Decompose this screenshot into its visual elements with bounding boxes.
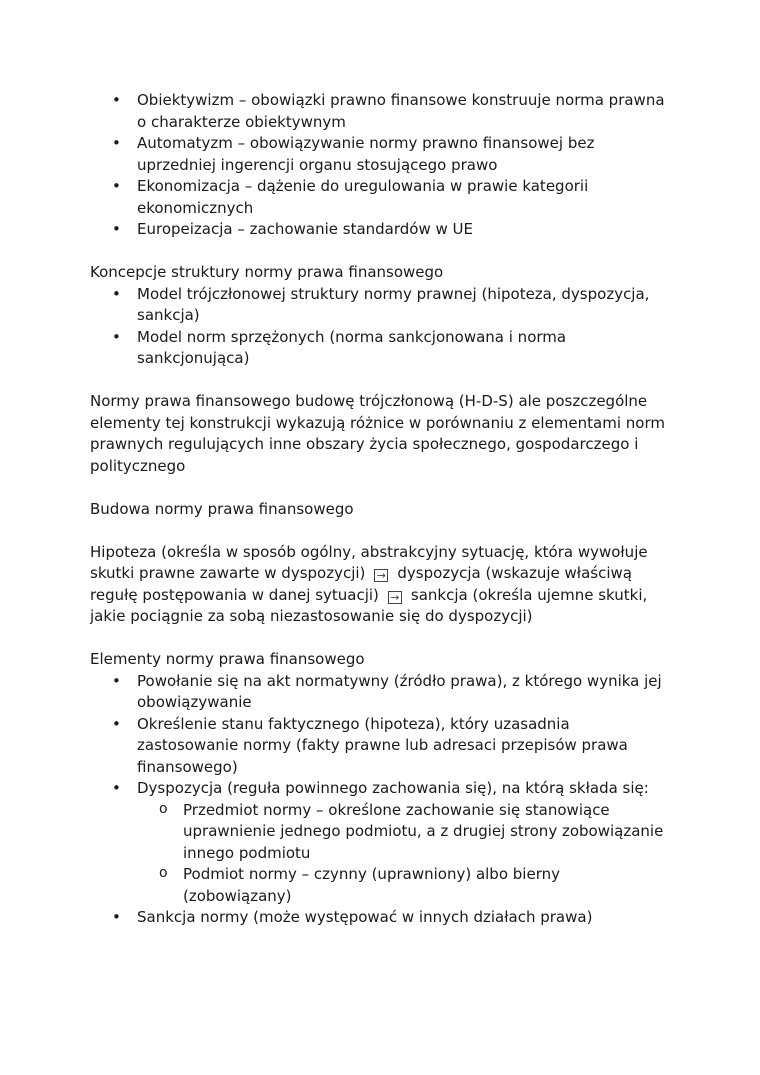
spacer [90, 520, 670, 542]
list-item: • Określenie stanu faktycznego (hipoteza), który uzasadnia zastosowanie normy (fakty prawne lub adresaci przepisów prawa finansowego) [137, 714, 670, 779]
spacer [90, 628, 670, 650]
normy-paragraph: Normy prawa finansowego budowę trójczłonową (H-D-S) ale poszczególne elementy tej konstrukcji wykazują różnice w porównaniu z elementami norm prawnych regulujących inne obszary życia społecznego, gospodarczego i politycznego [90, 392, 665, 475]
arrow-right-icon: → [388, 591, 402, 604]
arrow-right-icon: → [374, 569, 388, 582]
spacer [90, 370, 670, 392]
koncepcje-heading: Koncepcje struktury normy prawa finansowego [90, 263, 444, 281]
list-item: • Powołanie się na akt normatywny (źródło prawa), z którego wynika jej obowiązywanie [137, 671, 670, 714]
list-item [137, 778, 670, 907]
list-item: • Model norm sprzężonych (norma sankcjonowana i norma sankcjonująca) [137, 327, 670, 370]
list-item: • Model trójczłonowej struktury normy prawnej (hipoteza, dyspozycja, sankcja) [137, 284, 670, 327]
hipoteza-text: Hipoteza (określa w sposób ogólny, abstrakcyjny sytuację, która wywołuje skutki prawne zawarte w dyspozycji) [90, 542, 648, 582]
features-list [90, 90, 670, 241]
list-item-text: Dyspozycja (reguła powinnego zachowania się), na którą składa się: [137, 779, 649, 797]
budowa-heading: Budowa normy prawa finansowego [90, 499, 354, 518]
list-item: • Obiektywizm – obowiązki prawno finansowe konstruuje norma prawna o charakterze obiektywnym [137, 90, 670, 133]
list-item: • Europeizacja – zachowanie standardów w UE [137, 219, 670, 241]
list-item: • Sankcja normy (może występować w innych działach prawa) [137, 907, 670, 929]
elementy-heading: Elementy normy prawa finansowego [90, 650, 365, 668]
dyspozycja-sublist [137, 800, 670, 908]
sankcja-text: sankcja (określa ujemne skutki, jakie pociągnie za sobą niezastosowanie się do dyspozycji) [90, 585, 648, 625]
koncepcje-list [90, 284, 670, 370]
elementy-list [90, 671, 670, 929]
sublist-item: o Przedmiot normy – określone zachowanie się stanowiące uprawnienie jednego podmiotu, a z drugiej strony zobowiązanie innego podmiotu [183, 800, 670, 865]
spacer [90, 477, 670, 499]
sublist-item: o Podmiot normy – czynny (uprawniony) albo bierny (zobowiązany) [183, 864, 670, 907]
list-item: • Automatyzm – obowiązywanie normy prawno finansowej bez uprzedniej ingerencji organu stosującego prawo [137, 133, 670, 176]
document-content [90, 90, 670, 929]
dyspozycja-text: dyspozycja (wskazuje właściwą regułę postępowania w danej sytuacji) [90, 564, 632, 604]
hds-paragraph [90, 542, 670, 628]
spacer [90, 241, 670, 263]
list-item: • Ekonomizacja – dążenie do uregulowania w prawie kategorii ekonomicznych [137, 176, 670, 219]
